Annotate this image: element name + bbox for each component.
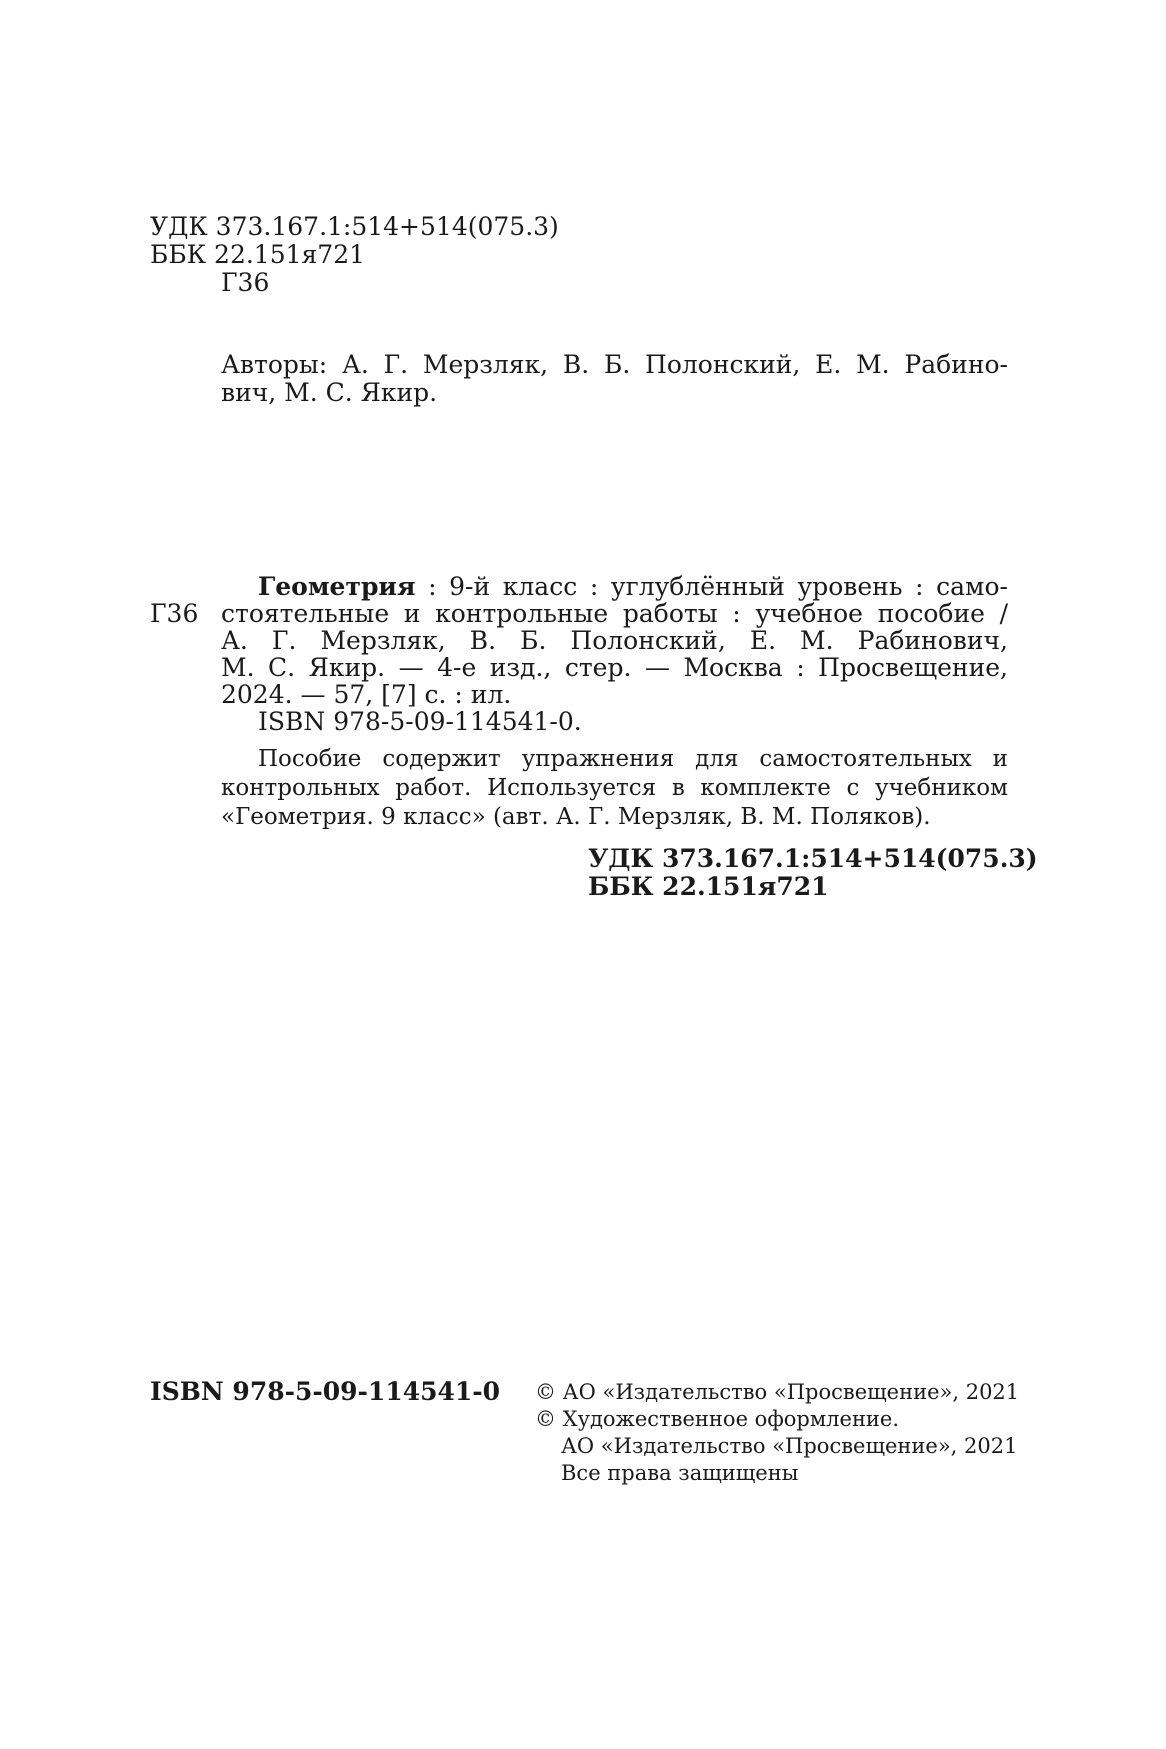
catalog-title: Геометрия [258, 572, 416, 601]
authors-line-2: вич, М. С. Якир. [221, 378, 438, 407]
copyright-design-holder: АО «Издательство «Просвещение», 2021 [561, 1434, 1018, 1458]
author-mark: Г36 [221, 268, 270, 297]
catalog-author-mark: Г36 [150, 599, 199, 628]
catalog-line-4: М. С. Якир. — 4-е изд., стер. — Москва : Просвещение, [221, 653, 1008, 682]
catalog-line-3: А. Г. Мерзляк, В. Б. Полонский, Е. М. Рабинович, [221, 626, 1008, 655]
catalog-line-1-rest: : 9-й класс : углублённый уровень : само- [415, 572, 1008, 601]
annotation-line-2: контрольных работ. Используется в комплекте с учебником [221, 775, 1008, 801]
rights-reserved: Все права защищены [561, 1461, 799, 1485]
authors-line-1: Авторы: А. Г. Мерзляк, В. Б. Полонский, Е. М. Рабино- [221, 350, 1008, 379]
catalog-line-1 [258, 573, 1008, 601]
footer-isbn: ISBN 978-5-09-114541-0 [150, 1377, 501, 1406]
udk-code: УДК 373.167.1:514+514(075.3) [150, 212, 559, 241]
annotation-line-1: Пособие содержит упражнения для самостоятельных и [258, 746, 1008, 772]
copyright-design: © Художественное оформление. [535, 1407, 900, 1431]
catalog-isbn: ISBN 978-5-09-114541-0. [258, 707, 582, 736]
catalog-line-5: 2024. — 57, [7] с. : ил. [221, 680, 512, 709]
bbk-code: ББК 22.151я721 [150, 240, 366, 269]
copyright-publisher: © АО «Издательство «Просвещение», 2021 [535, 1380, 1020, 1404]
annotation-line-3: «Геометрия. 9 класс» (авт. А. Г. Мерзляк, В. М. Поляков). [221, 804, 931, 830]
bottom-udk-code: УДК 373.167.1:514+514(075.3) [588, 844, 1038, 873]
bottom-bbk-code: ББК 22.151я721 [588, 872, 829, 901]
catalog-line-2: стоятельные и контрольные работы : учебное пособие / [221, 599, 1008, 628]
